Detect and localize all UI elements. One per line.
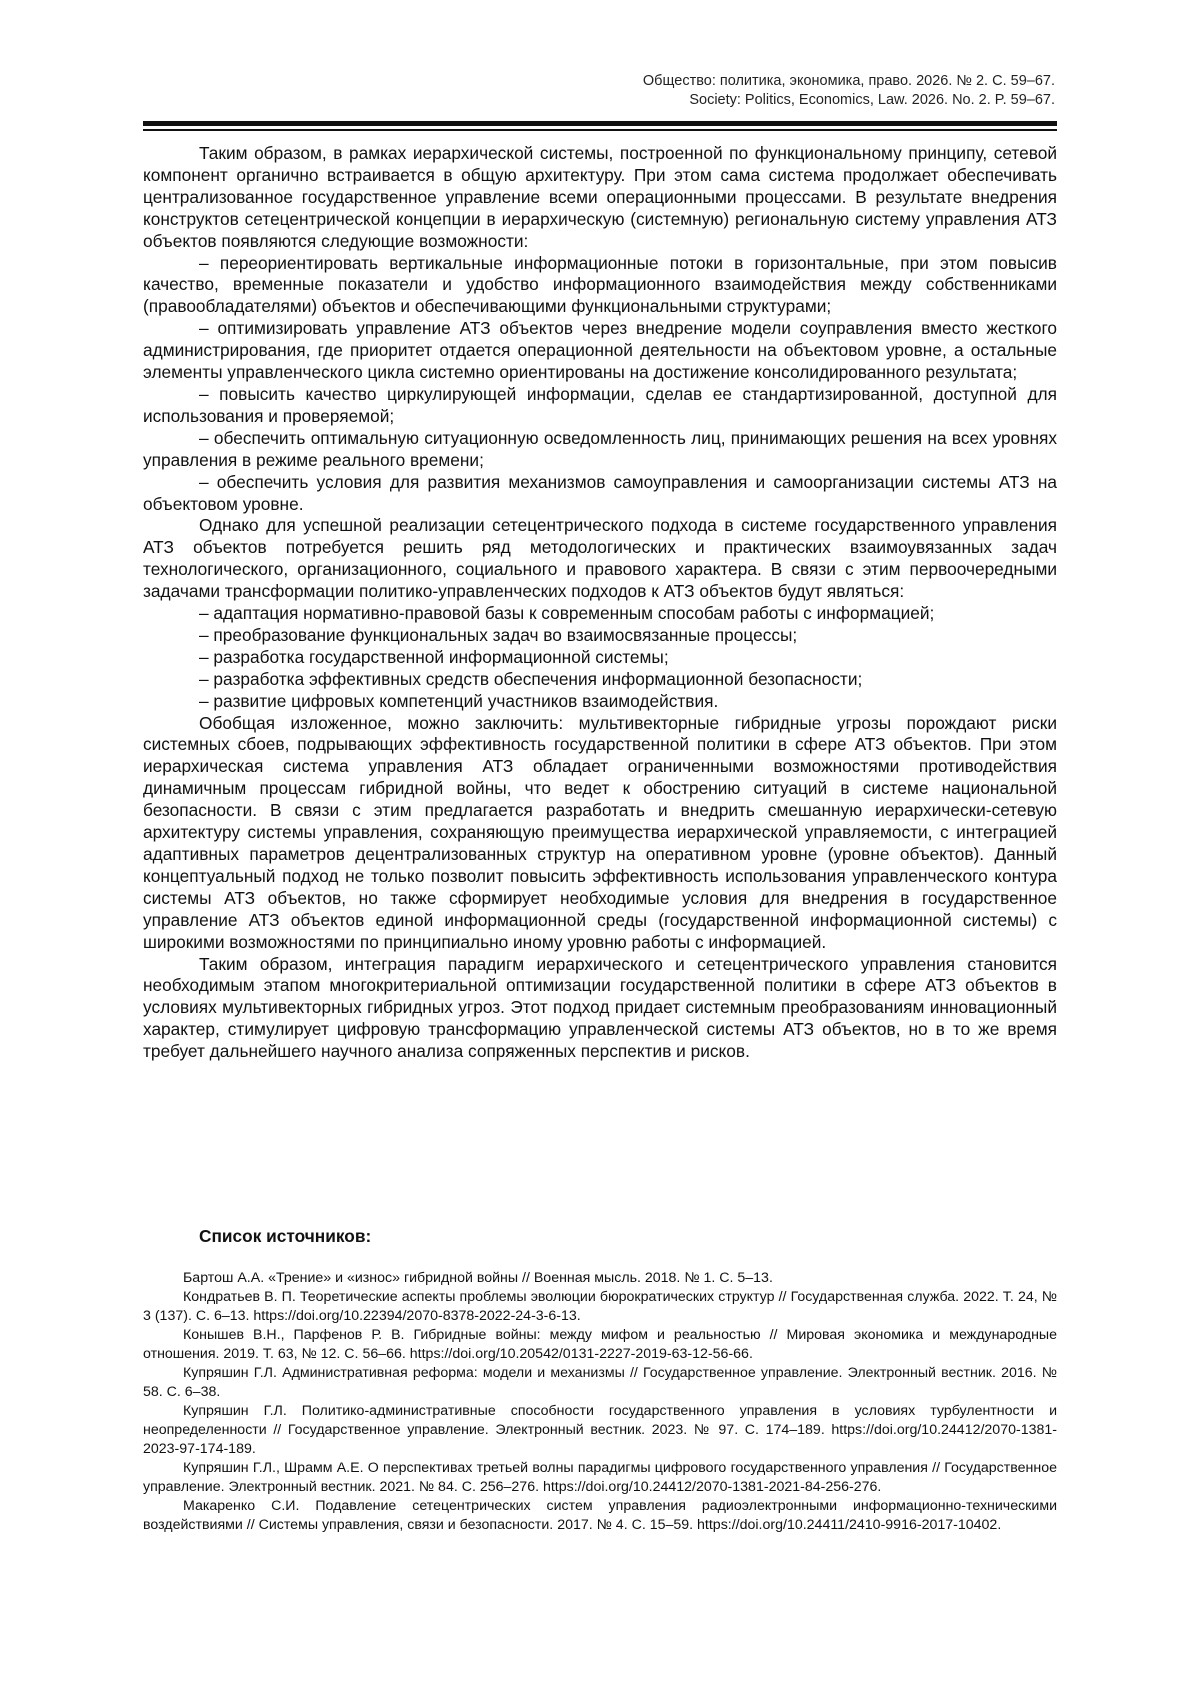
article-body [143,143,1057,1063]
list-item: – повысить качество циркулирующей информации, сделав ее стандартизированной, доступной для использования и проверяемой; [143,383,1057,426]
list-item: – преобразование функциональных задач во взаимосвязанные процессы; [199,624,798,645]
list-item: – обеспечить оптимальную ситуационную осведомленность лиц, принимающих решения на всех уровнях управления в режиме реального времени; [143,427,1057,470]
header-rule-thick [143,121,1057,126]
journal-header [643,72,1055,110]
header-line-en: Society: Politics, Economics, Law. 2026. No. 2. P. 59–67. [689,92,1055,108]
list-item: – оптимизировать управление АТЗ объектов через внедрение модели соуправления вместо жесткого администрирования, где приоритет отдается операционной деятельности на объектовом уровне, а остальные элементы управленческого цикла системно ориентированы на достижение консолидированного результата; [143,318,1057,383]
body-paragraph: Обобщая изложенное, можно заключить: мультивекторные гибридные угрозы порождают риски системных сбоев, подрывающих эффективность государственной политики в сфере АТЗ объектов. При этом иерархическая система управления АТЗ обладает ограниченными возможностями противодействия динамичным процессам гибридной войны, что ведет к обострению ситуаций в системе национальной безопасности. В связи с этим предлагается разработать и внедрить смешанную иерархически-сетевую архитектуру системы управления, сохраняющую преимущества иерархической управляемости, с интеграцией адаптивных параметров децентрализованных структур на оперативном уровне (уровне объектов). Данный концептуальный подход не только позволит повысить эффективность использования управленческого контура системы АТЗ объектов, но также сформирует необходимые условия для внедрения в государственное управление АТЗ объектов единой информационной среды (государственной информационной системы) с широкими возможностями по принципиально иному уровню работы с информацией. [143,712,1057,952]
list-item: – адаптация нормативно-правовой базы к современным способам работы с информацией; [199,603,935,624]
references-list [143,1269,1057,1535]
header-line-ru: Общество: политика, экономика, право. 2026. № 2. С. 59–67. [642,73,1055,89]
body-paragraph: Однако для успешной реализации сетецентрического подхода в системе государственного управления АТЗ объектов потребуется решить ряд методологических и практических взаимоувязанных задач технологического, организационного, социального и правового характера. В связи с этим первоочередными задачами трансформации политико-управленческих подходов к АТЗ объектов будут являться: [143,515,1057,602]
list-item: – обеспечить условия для развития механизмов самоуправления и самоорганизации системы АТЗ на объектовом уровне. [143,471,1057,514]
reference-item: Бартош А.А. «Трение» и «износ» гибридной войны // Военная мысль. 2018. № 1. С. 5–13. [183,1270,773,1286]
list-item: – разработка государственной информационной системы; [199,646,669,667]
body-paragraph: Таким образом, интеграция парадигм иерархического и сетецентрического управления становится необходимым этапом многокритериальной оптимизации государственной политики в сфере АТЗ объектов в условиях мультивекторных гибридных угроз. Этот подход придает системным преобразованиям инновационный характер, стимулирует цифровую трансформацию управленческой системы АТЗ объектов, но в то же время требует дальнейшего научного анализа сопряженных перспектив и рисков. [143,953,1057,1062]
reference-item: Купряшин Г.Л. Административная реформа: модели и механизмы // Государственное управление. Электронный вестник. 2016. № 58. С. 6–38. [143,1365,1057,1400]
body-paragraph: Таким образом, в рамках иерархической системы, построенной по функциональному принципу, сетевой компонент органично встраивается в общую архитектуру. При этом сама система продолжает обеспечивать централизованное государственное управление всеми операционными процессами. В результате внедрения конструктов сетецентрической концепции в иерархическую (системную) региональную систему управления АТЗ объектов появляются следующие возможности: [143,143,1057,251]
reference-item: Макаренко С.И. Подавление сетецентрических систем управления радиоэлектронными информационно-техническими воздействиями // Системы управления, связи и безопасности. 2017. № 4. С. 15–59. https://doi.org/10.24411/2410-9916-2017-10402. [143,1498,1057,1533]
list-item: – разработка эффективных средств обеспечения информационной безопасности; [199,668,863,689]
reference-item: Купряшин Г.Л., Шрамм А.Е. О перспективах третьей волны парадигмы цифрового государственного управления // Государственное управление. Электронный вестник. 2021. № 84. С. 256–276. https://doi.org/10.24412/2070-1381-2021-84-256-276. [143,1460,1057,1495]
reference-item: Конышев В.Н., Парфенов Р. В. Гибридные войны: между мифом и реальностью // Мировая экономика и международные отношения. 2019. Т. 63, № 12. С. 56–66. https://doi.org/10.20542/0131-2227-2019-63-12-56-66. [143,1327,1057,1362]
reference-item: Кондратьев В. П. Теоретические аспекты проблемы эволюции бюрократических структур // Государственная служба. 2022. Т. 24, № 3 (137). С. 6–13. https://doi.org/10.22394/2070-8378-2022-24-3-6-13. [143,1289,1057,1324]
list-item: – развитие цифровых компетенций участников взаимодействия. [199,690,719,711]
list-item: – переориентировать вертикальные информационные потоки в горизонтальные, при этом повысив качество, временные показатели и удобство информационного взаимодействия между собственниками (правообладателями) объектов и обеспечивающими функциональными структурами; [143,252,1057,317]
header-rule-thin [143,129,1057,131]
reference-item: Купряшин Г.Л. Политико-административные способности государственного управления в условиях турбулентности и неопределенности // Государственное управление. Электронный вестник. 2023. № 97. С. 174–189. https://doi.org/10.24412/2070-1381-2023-97-174-189. [143,1403,1057,1457]
references-title: Список источников: [199,1226,372,1246]
